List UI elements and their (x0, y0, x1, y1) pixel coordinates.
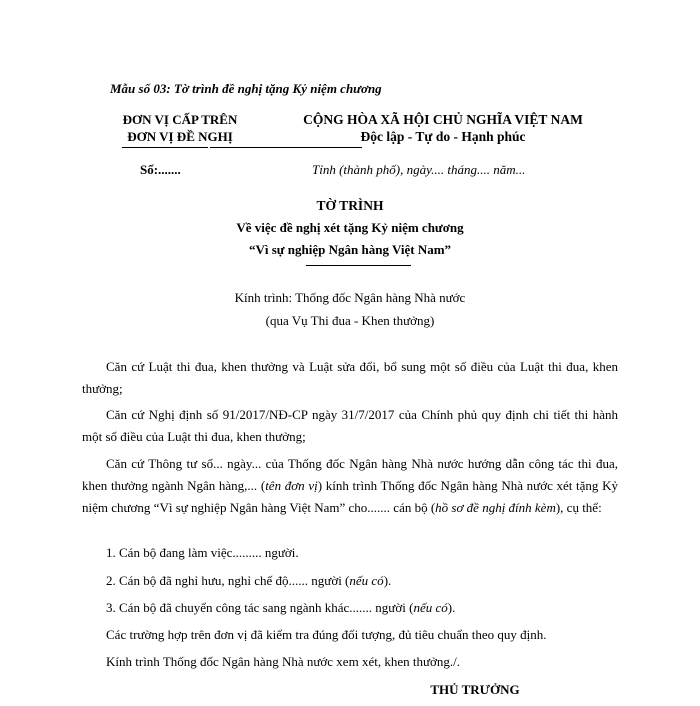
paragraph-legal-basis-3: Căn cứ Thông tư số... ngày... của Thống đốc Ngân hàng Nhà nước hướng dẫn công tác thi đua, khen thưởng ngành Ngân hàng,... (tên đơn vị) kính trình Thống đốc Ngân hàng Nhà nước xét tặng Kỷ niệm chương “Vì sự nghiệp Ngân hàng Việt Nam” cho....... cán bộ (hồ sơ đề nghị đính kèm), cụ thể: (82, 456, 618, 515)
title-underline (306, 265, 411, 266)
list-item: 1. Cán bộ đang làm việc......... người. (106, 545, 299, 560)
closing-statement: Các trường hợp trên đơn vị đã kiểm tra đúng đối tượng, đủ tiêu chuẩn theo quy định. (106, 627, 547, 642)
recipient-line-1: Kính trình: Thống đốc Ngân hàng Nhà nước (234, 290, 466, 305)
signature-title: THỦ TRƯỞNG (430, 682, 520, 697)
closing-request: Kính trình Thống đốc Ngân hàng Nhà nước xem xét, khen thưởng./. (106, 654, 460, 669)
doc-title: TỜ TRÌNH (316, 198, 384, 213)
doc-number: Số:....... (140, 162, 181, 177)
nation-title: CỘNG HÒA XÃ HỘI CHỦ NGHĨA VIỆT NAM (303, 112, 583, 127)
list-item: 3. Cán bộ đã chuyển công tác sang ngành khác....... người (nếu có). (106, 600, 456, 615)
paragraph-legal-basis-2: Căn cứ Nghị định số 91/2017/NĐ-CP ngày 31/7/2017 của Chính phủ quy định chi tiết thi hành một số điều của Luật thi đua, khen thưởng; (82, 407, 618, 444)
recipient-line-2: (qua Vụ Thi đua - Khen thưởng) (265, 313, 435, 328)
form-label: Mẫu số 03: Tờ trình đề nghị tặng Kỷ niệm chương (110, 81, 382, 96)
org-underline (122, 147, 208, 148)
motto-underline (210, 147, 362, 148)
paragraph-legal-basis-1: Căn cứ Luật thi đua, khen thưởng và Luật sửa đổi, bổ sung một số điều của Luật thi đua, khen thưởng; (82, 359, 618, 396)
motto: Độc lập - Tự do - Hạnh phúc (360, 129, 526, 144)
org-parent: ĐƠN VỊ CẤP TRÊN (122, 112, 238, 127)
subject-line-2: “Vì sự nghiệp Ngân hàng Việt Nam” (248, 242, 452, 257)
org-proposer: ĐƠN VỊ ĐỀ NGHỊ (127, 129, 233, 144)
subject-line-1: Về việc đề nghị xét tặng Kỷ niệm chương (236, 220, 464, 235)
list-item: 2. Cán bộ đã nghỉ hưu, nghỉ chế độ...... người (nếu có). (106, 573, 392, 588)
place-date: Tỉnh (thành phố), ngày.... tháng.... năm... (312, 162, 526, 177)
